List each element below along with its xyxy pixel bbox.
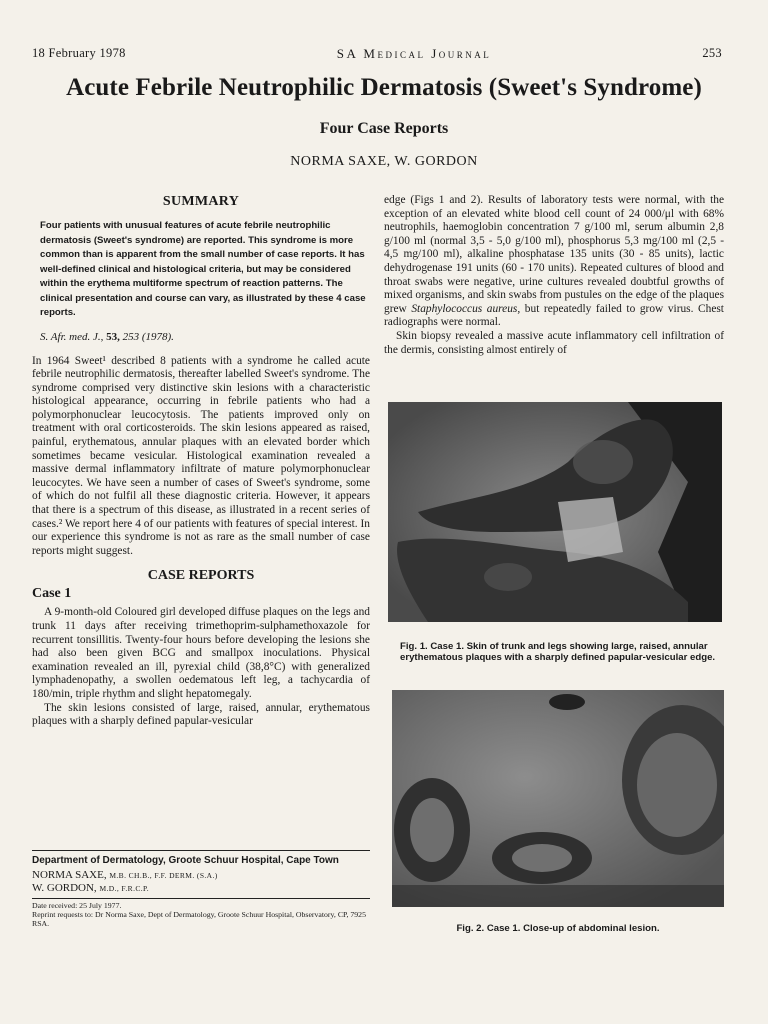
case1-paragraph-1: A 9-month-old Coloured girl developed diffuse plaques on the legs and trunk 11 days after receiving trimethoprim-sulphamethoxazole for recurrent tonsillitis. Twenty-four hours before developing the lesions she had also been given BCG and smallpox inoculations. Physical examination revealed an ill, pyrexial child (38,8°C) with generalized lymphadenopathy, a swollen oedematous left leg, a tachycardia of 180/min, triple rhythm and slight hepatomegaly. (32, 606, 370, 700)
case1-paragraph-4: Skin biopsy revealed a massive acute inflammatory cell infiltration of the dermis, consisting almost entirely of (384, 329, 724, 356)
reprint-requests: Reprint requests to: Dr Norma Saxe, Dept of Dermatology, Groote Schuur Hospital, Observatory, CP, 7925 RSA. (32, 909, 366, 928)
case1-paragraph-3 (384, 194, 724, 330)
author-1-degrees: M.B. CH.B., F.F. DERM. (S.A.) (109, 871, 218, 880)
date-received: Date received: 25 July 1977. (32, 901, 122, 910)
case-reports-section (32, 568, 370, 602)
citation-journal: S. Afr. med. J., (40, 330, 104, 343)
running-head (32, 46, 722, 62)
organism-name: Staphylococcus aureus, (411, 302, 521, 315)
issue-date: 18 February 1978 (32, 46, 126, 60)
figure-2-photo (392, 690, 724, 907)
dates-rule (32, 898, 370, 899)
affiliation-author-2 (32, 882, 370, 895)
lab-results-end: but repeatedly failed to grow virus. Chest radiographs were normal. (384, 302, 724, 329)
affiliation-block (32, 850, 370, 928)
affiliation-rule (32, 850, 370, 851)
figure-1-caption: Fig. 1. Case 1. Skin of trunk and legs showing large, raised, annular erythematous plaques with a sharply defined papular-vesicular edge. (400, 641, 716, 663)
author-2-name: W. GORDON, (32, 882, 97, 894)
summary-text: Four patients with unusual features of acute febrile neutrophilic dermatosis (Sweet's syndrome) are reported. This syndrome is more common than is apparent from the small number of case reports. It has well-defined clinical and histological criteria, but may be considered within the erythema multiforme spectrum of reaction patterns. The clinical presentation and course can vary, as illustrated by these 4 case reports. (40, 220, 366, 318)
figure-2-caption: Fig. 2. Case 1. Close-up of abdominal lesion. (456, 923, 660, 934)
intro-paragraph: In 1964 Sweet¹ described 8 patients with a syndrome he called acute febrile neutrophilic dermatosis, thereafter labelled Sweet's syndrome. The syndrome comprised very distinctive skin lesions with a characteristic histological appearance, occurring in febrile patients who had a polymorphonuclear leucocytosis. The patients improved only on treatment with oral corticosteroids. The skin lesions appeared as raised, painful, erythematous, annular plaques with an elevated border which sometimes became vesicular. Histological examination revealed a massive dermal inflammatory infiltrate of mature polymorphonuclear leucocytes. We have seen a number of cases of Sweet's syndrome, some of which do not fulfil all these diagnostic criteria. However, it appears that there is a spectrum of this disease, as illustrated in a recent series of cases.² We report here 4 of our patients with features of special interest. In our experience this syndrome is not as rare as the small number of case reports might suggest. (32, 354, 370, 557)
figure-1-image (388, 402, 722, 622)
page-number: 253 (702, 46, 722, 60)
figure-1-photo (388, 402, 722, 622)
citation-rest: 253 (1978). (122, 330, 174, 343)
affiliation-department: Department of Dermatology, Groote Schuur Hospital, Cape Town (32, 855, 339, 866)
right-column (384, 194, 724, 357)
citation-volume: 53, (106, 330, 120, 343)
figure-2-image (392, 690, 724, 907)
summary-heading: SUMMARY (162, 194, 240, 209)
author-1-name: NORMA SAXE, (32, 869, 107, 881)
case1-heading: Case 1 (32, 586, 72, 602)
affiliation-author-1 (32, 869, 370, 882)
article-title: Acute Febrile Neutrophilic Dermatosis (Sweet's Syndrome) (66, 74, 702, 101)
case-reports-heading: CASE REPORTS (147, 568, 255, 584)
case1-paragraph-2: The skin lesions consisted of large, raised, annular, erythematous plaques with a sharply defined papular-vesicular (32, 701, 370, 728)
left-column (32, 194, 370, 729)
lab-results-text: edge (Figs 1 and 2). Results of laboratory tests were normal, with the exception of an elevated white blood cell count of 24 000/μl with 68% neutrophils, haemoglobin concentration 7 g/100 ml, serum albumin 2,8 g/100 ml (normal 3,5 - 5,0 g/100 ml), phosphorus 5,3 mg/100 ml (2,5 - 4,5 mg/100 ml), alkaline phosphatase 135 units (30 - 85 units), lactic dehydrogenase 191 units (60 - 170 units). Repeated cultures of blood and throat swabs were negative, urine cultures revealed doubtful growths of mixed organisms, and skin swabs from pustules on the edge of the plaques grew (384, 194, 724, 315)
article-authors: NORMA SAXE, W. GORDON (290, 154, 478, 169)
citation (40, 331, 370, 343)
article-subtitle: Four Case Reports (319, 120, 449, 137)
journal-name: SA Medical Journal (336, 46, 492, 61)
author-2-degrees: M.D., F.R.C.P. (99, 884, 150, 893)
